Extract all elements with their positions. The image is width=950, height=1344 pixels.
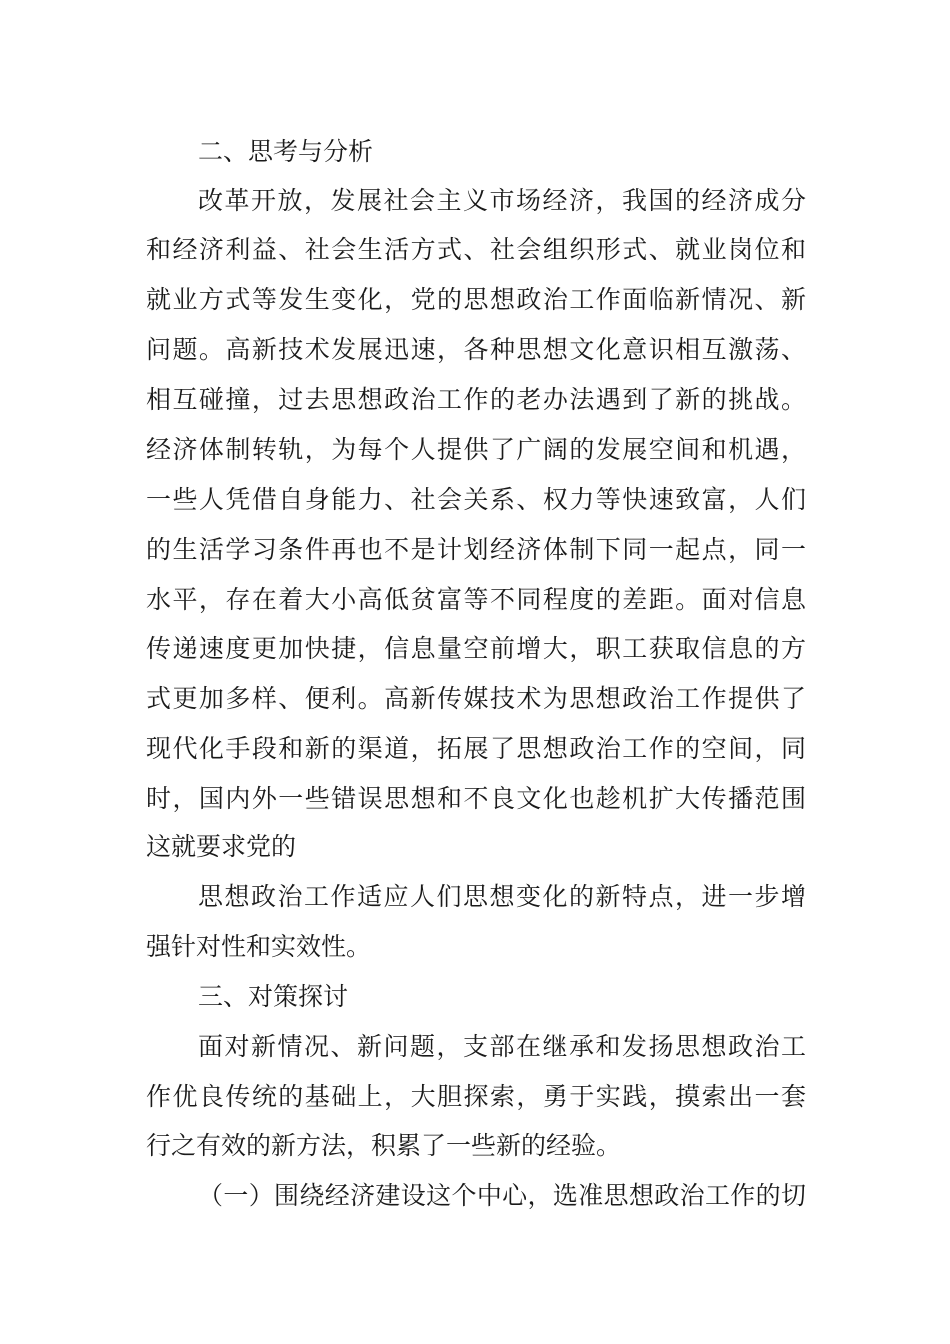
paragraph-line: 行之有效的新方法，积累了一些新的经验。 [146,1131,622,1160]
section-heading-3: 三、对策探讨 [198,982,349,1011]
paragraph-line: 式更加多样、便利。高新传媒技术为思想政治工作提供了 [146,684,806,713]
paragraph-line: 强针对性和实效性。 [146,932,372,961]
paragraph-line: 的生活学习条件再也不是计划经济体制下同一起点，同一 [146,535,806,564]
paragraph-line: 作优良传统的基础上，大胆探索，勇于实践，摸索出一套 [146,1082,806,1111]
paragraph-line: 现代化手段和新的渠道，拓展了思想政治工作的空间，同 [146,734,806,763]
paragraph-line: 经济体制转轨，为每个人提供了广阔的发展空间和机遇， [146,435,806,464]
paragraph-line: 这就要求党的 [146,832,297,861]
paragraph-line: 改革开放，发展社会主义市场经济，我国的经济成分 [198,186,806,215]
paragraph-line: 面对新情况、新问题，支部在继承和发扬思想政治工 [198,1032,806,1061]
paragraph-line: 一些人凭借自身能力、社会关系、权力等快速致富，人们 [146,485,806,514]
paragraph-line: 就业方式等发生变化，党的思想政治工作面临新情况、新 [146,285,806,314]
paragraph-line: 传递速度更加快捷，信息量空前增大，职工获取信息的方 [146,634,806,663]
paragraph-line: 水平，存在着大小高低贫富等不同程度的差距。面对信息 [146,585,806,614]
paragraph-line: 思想政治工作适应人们思想变化的新特点，进一步增 [198,882,806,911]
subsection-heading: （一）围绕经济建设这个中心，选准思想政治工作的切 [198,1181,806,1210]
paragraph-line: 相互碰撞，过去思想政治工作的老办法遇到了新的挑战。 [146,385,806,414]
section-heading-2: 二、思考与分析 [198,137,374,166]
paragraph-line: 和经济利益、社会生活方式、社会组织形式、就业岗位和 [146,235,806,264]
paragraph-line: 时，国内外一些错误思想和不良文化也趁机扩大传播范围 [146,784,806,813]
paragraph-line: 问题。高新技术发展迅速，各种思想文化意识相互激荡、 [146,335,806,364]
